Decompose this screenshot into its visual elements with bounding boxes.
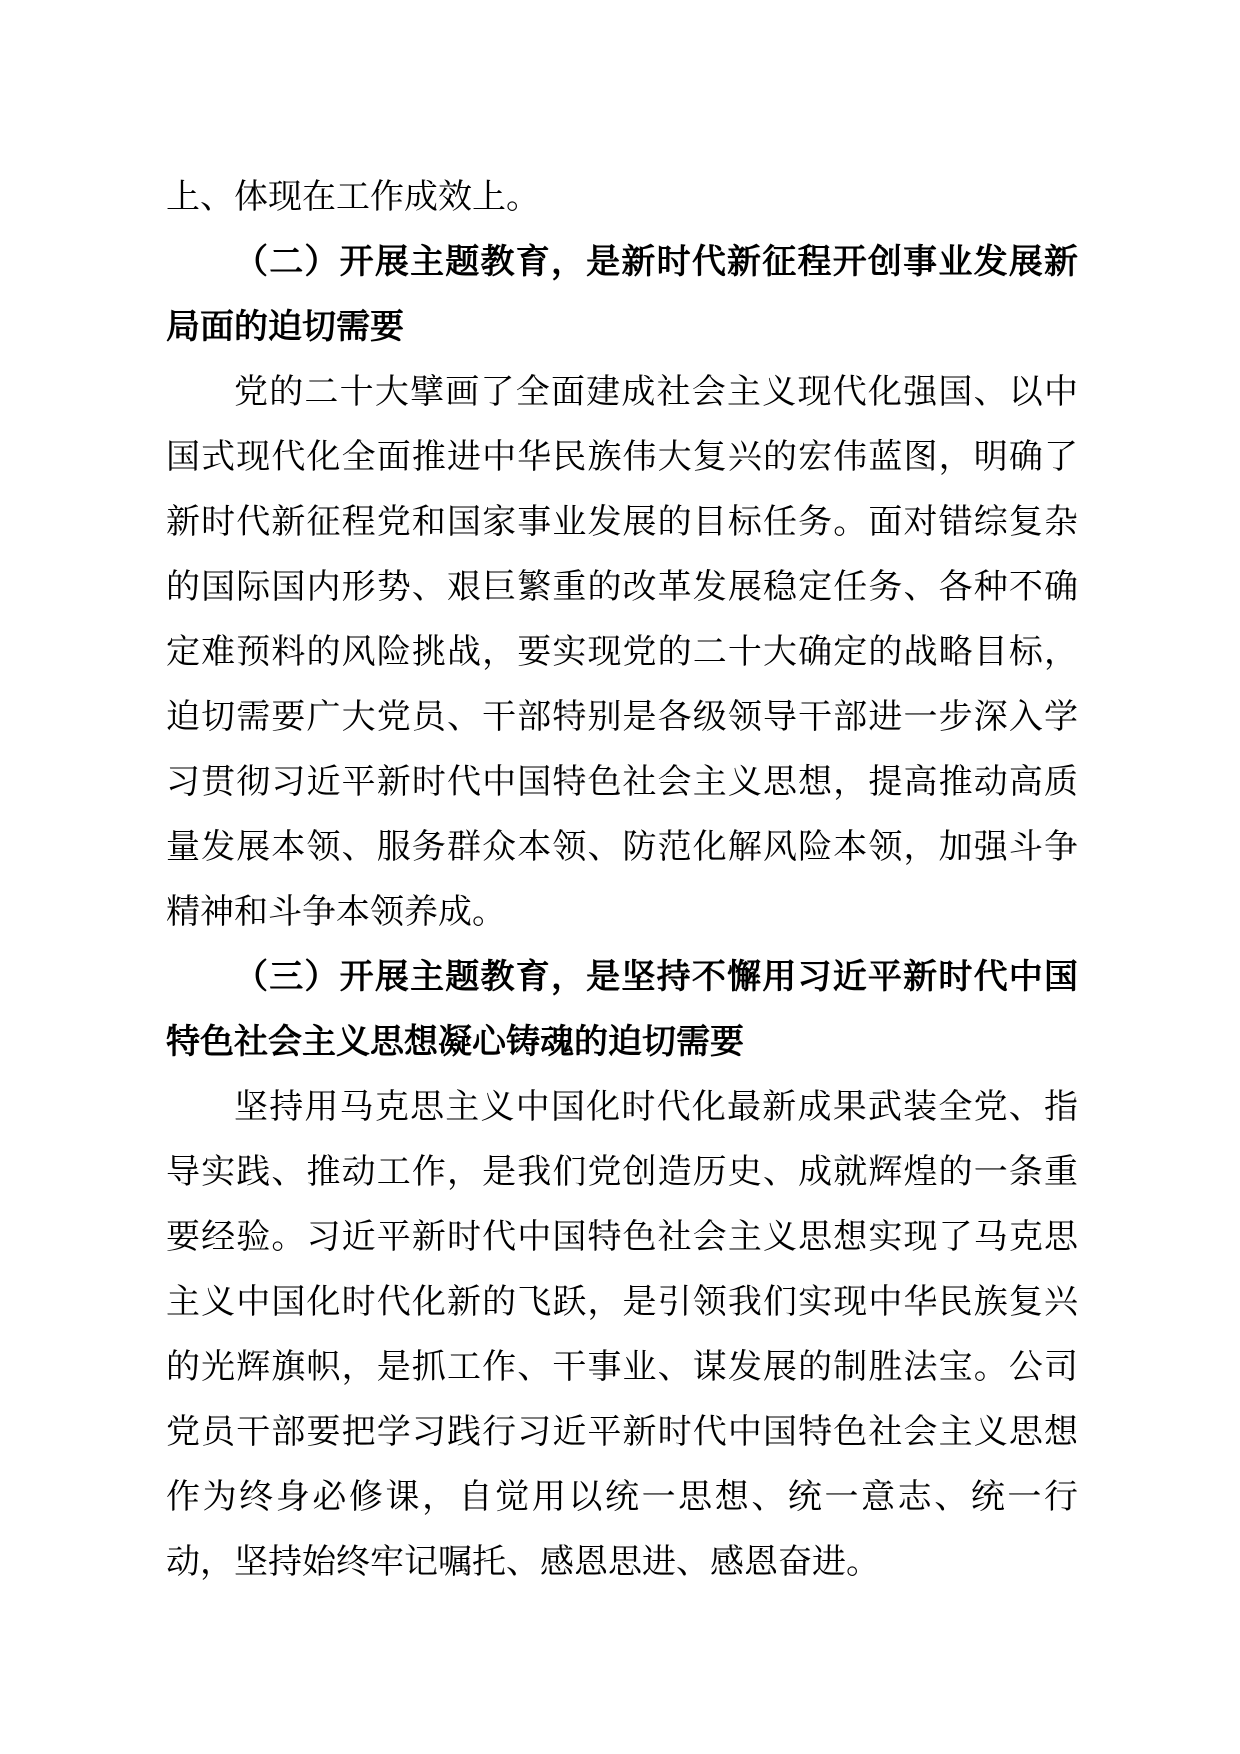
document-body — [166, 165, 1078, 1595]
paragraph-section-2: 党的二十大擘画了全面建成社会主义现代化强国、以中国式现代化全面推进中华民族伟大复兴的宏伟蓝图，明确了新时代新征程党和国家事业发展的目标任务。面对错综复杂的国际国内形势、艰巨繁重的改革发展稳定任务、各种不确定难预料的风险挑战，要实现党的二十大确定的战略目标，迫切需要广大党员、干部特别是各级领导干部进一步深入学习贯彻习近平新时代中国特色社会主义思想，提高推动高质量发展本领、服务群众本领、防范化解风险本领，加强斗争精神和斗争本领养成。 — [166, 372, 1078, 932]
paragraph-section-3: 坚持用马克思主义中国化时代化最新成果武装全党、指导实践、推动工作，是我们党创造历史、成就辉煌的一条重要经验。习近平新时代中国特色社会主义思想实现了马克思主义中国化时代化新的飞跃，是引领我们实现中华民族复兴的光辉旗帜，是抓工作、干事业、谋发展的制胜法宝。公司党员干部要把学习践行习近平新时代中国特色社会主义思想作为终身必修课，自觉用以统一思想、统一意志、统一行动，坚持始终牢记嘱托、感恩思进、感恩奋进。 — [166, 1087, 1078, 1582]
section-heading-2: （二）开展主题教育，是新时代新征程开创事业发展新局面的迫切需要 — [166, 242, 1078, 347]
paragraph-continuation: 上、体现在工作成效上。 — [166, 177, 540, 217]
section-heading-3: （三）开展主题教育，是坚持不懈用习近平新时代中国特色社会主义思想凝心铸魂的迫切需要 — [166, 957, 1078, 1062]
